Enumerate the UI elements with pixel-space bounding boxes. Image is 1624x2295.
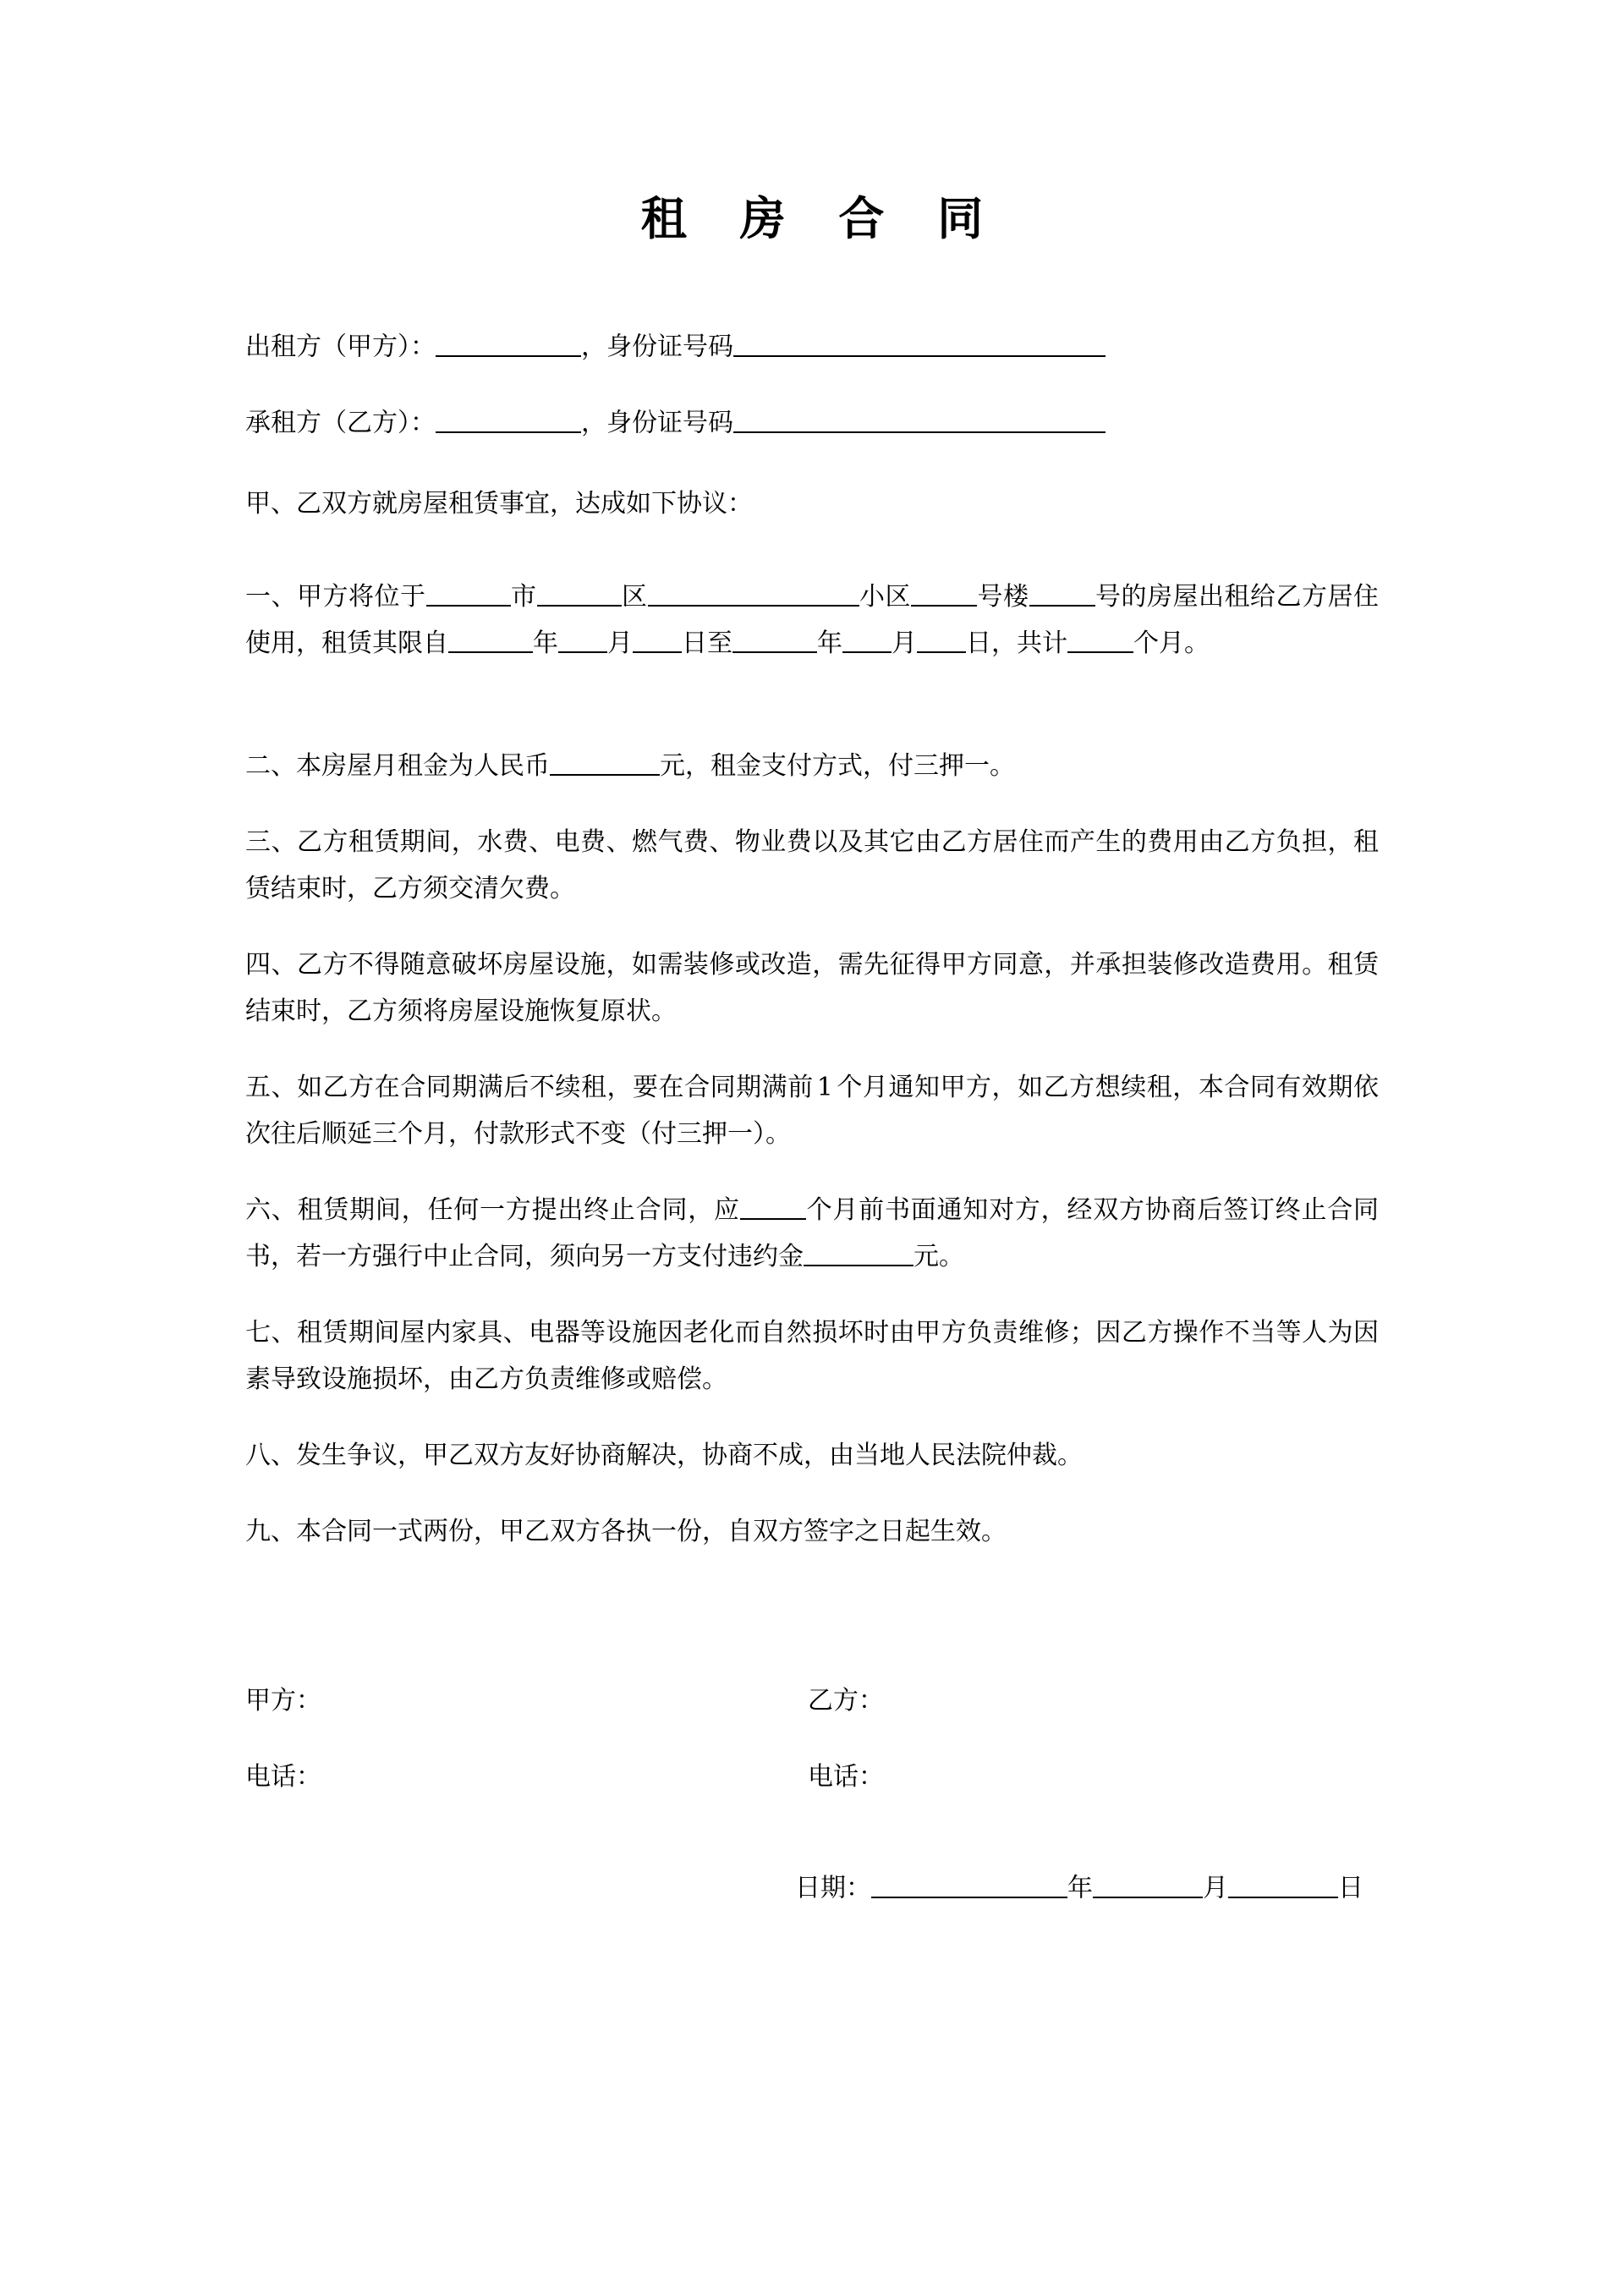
building-blank[interactable] <box>911 579 977 607</box>
district-blank[interactable] <box>537 579 622 607</box>
lessor-id-blank[interactable] <box>733 328 1106 357</box>
lessee-name-blank[interactable] <box>436 404 581 433</box>
end-day-blank[interactable] <box>917 625 966 654</box>
date-label: 日期： <box>795 1873 871 1903</box>
clause-6-termination <box>245 1187 1379 1280</box>
party-b-signature-label: 乙方： <box>808 1686 884 1716</box>
date-year-blank[interactable] <box>871 1869 1067 1898</box>
lessee-id-blank[interactable] <box>733 404 1106 433</box>
clause-2-rent <box>245 743 1379 789</box>
clause-5-text-a: 如乙方在合同期满后不续租，要在合同期满前 <box>297 1073 814 1102</box>
clause-6-seg-0: 租赁期间，任何一方提出终止合同，应 <box>297 1195 740 1225</box>
clause-2-seg-1: 元，租金支付方式，付三押一。 <box>660 751 1015 781</box>
lessee-label: 承租方（乙方）： <box>245 408 436 438</box>
page-title: 租 房 合 同 <box>640 192 1002 245</box>
monthly-rent-blank[interactable] <box>550 748 660 777</box>
clause-8-number: 八、 <box>245 1441 296 1470</box>
clause-4-text: 乙方不得随意破坏房屋设施，如需装修或改造，需先征得甲方同意，并承担装修改造费用。租赁结束时，乙方须将房屋设施恢复原状。 <box>245 950 1380 1026</box>
clause-9-number: 九、 <box>245 1517 296 1546</box>
community-blank[interactable] <box>648 579 859 607</box>
clause-1-seg-0: 甲方将位于 <box>297 582 426 612</box>
lessor-id-label: 身份证号码 <box>606 332 733 362</box>
lessor-line <box>245 328 1106 365</box>
clause-5-renewal <box>245 1064 1379 1157</box>
party-a-signature-label: 甲方： <box>245 1686 321 1716</box>
clause-1-seg-7: 月 <box>607 629 633 658</box>
signature-row-parties <box>245 1683 1379 1760</box>
clause-5-number: 五、 <box>245 1073 298 1102</box>
end-month-blank[interactable] <box>842 625 892 654</box>
clause-1-premises <box>245 574 1379 667</box>
clause-7-text: 租赁期间屋内家具、电器等设施因老化而自然损坏时由甲方负责维修；因乙方操作不当等人为因素导致设施损坏，由乙方负责维修或赔偿。 <box>245 1318 1380 1394</box>
clause-4-number: 四、 <box>245 950 297 980</box>
clause-5-text-b: 个月通知甲方，如乙方想续租，本合同有效期依次往后顺延三个月，付款形式不变（付三押一）。 <box>245 1073 1380 1149</box>
party-a-phone-label: 电话： <box>245 1762 321 1792</box>
clause-3-utilities <box>245 819 1379 912</box>
clause-9-text: 本合同一式两份，甲乙双方各执一份，自双方签字之日起生效。 <box>296 1517 1007 1546</box>
signature-date <box>795 1869 1363 1907</box>
clause-3-number: 三、 <box>245 827 297 857</box>
date-day-blank[interactable] <box>1228 1869 1338 1898</box>
clause-2-seg-0: 本房屋月租金为人民币 <box>296 751 550 781</box>
clause-1-seg-4: 号楼 <box>977 582 1029 612</box>
clause-1-seg-2: 区 <box>621 582 648 612</box>
clause-1-number: 一、 <box>245 582 297 612</box>
clause-1-seg-1: 市 <box>510 582 537 612</box>
notice-period-blank[interactable] <box>740 1192 806 1221</box>
start-month-blank[interactable] <box>558 625 607 654</box>
lessee-separator: ， <box>581 408 606 438</box>
clause-4-renovation <box>245 942 1379 1035</box>
date-day-unit: 日 <box>1338 1873 1363 1903</box>
start-day-blank[interactable] <box>633 625 682 654</box>
end-year-blank[interactable] <box>732 625 817 654</box>
clause-1-seg-10: 月 <box>892 629 917 658</box>
lessor-label: 出租方（甲方）： <box>245 332 436 362</box>
clause-6-seg-2: 元。 <box>914 1242 964 1271</box>
clause-1-seg-5: 号的房屋出租给乙方居住使用，租赁其限自 <box>245 582 1379 658</box>
party-b-phone-label: 电话： <box>808 1762 884 1792</box>
clause-1-seg-8: 日至 <box>682 629 732 658</box>
lessor-name-blank[interactable] <box>436 328 581 357</box>
clause-1-seg-6: 年 <box>533 629 558 658</box>
clause-2-number: 二、 <box>245 751 296 781</box>
clause-1-seg-11: 日，共计 <box>966 629 1067 658</box>
date-month-unit: 月 <box>1203 1873 1228 1903</box>
clause-1-seg-12: 个月。 <box>1133 629 1210 658</box>
signature-block <box>245 1683 1379 1946</box>
city-blank[interactable] <box>426 579 511 607</box>
clause-1-seg-9: 年 <box>817 629 842 658</box>
penalty-amount-blank[interactable] <box>804 1238 914 1267</box>
clause-8-dispute <box>245 1432 1379 1479</box>
lessee-line <box>245 404 1106 442</box>
clause-9-copies <box>245 1508 1379 1555</box>
date-year-unit: 年 <box>1067 1873 1093 1903</box>
lessee-id-label: 身份证号码 <box>606 408 733 438</box>
signature-row-date <box>245 1869 1379 1946</box>
agreement-intro: 甲、乙双方就房屋租赁事宜，达成如下协议： <box>245 489 753 519</box>
clause-8-text: 发生争议，甲乙双方友好协商解决，协商不成，由当地人民法院仲裁。 <box>296 1441 1083 1470</box>
clause-3-text: 乙方租赁期间，水费、电费、燃气费、物业费以及其它由乙方居住而产生的费用由乙方负担，租赁结束时，乙方须交清欠费。 <box>245 827 1380 903</box>
notice-months-value: 1 <box>816 1073 833 1102</box>
unit-blank[interactable] <box>1029 579 1095 607</box>
clause-7-maintenance <box>245 1309 1379 1403</box>
clause-7-number: 七、 <box>245 1318 297 1348</box>
signature-row-phones <box>245 1760 1379 1836</box>
total-months-blank[interactable] <box>1067 625 1133 654</box>
start-year-blank[interactable] <box>448 625 533 654</box>
date-month-blank[interactable] <box>1093 1869 1203 1898</box>
clause-1-seg-3: 小区 <box>859 582 911 612</box>
clause-6-number: 六、 <box>245 1195 298 1225</box>
clause-6-seg-1: 个月前书面通知对方，经双方协商后签订终止合同书，若一方强行中止合同，须向另一方支付违约金 <box>245 1195 1380 1271</box>
lessor-separator: ， <box>581 332 606 362</box>
